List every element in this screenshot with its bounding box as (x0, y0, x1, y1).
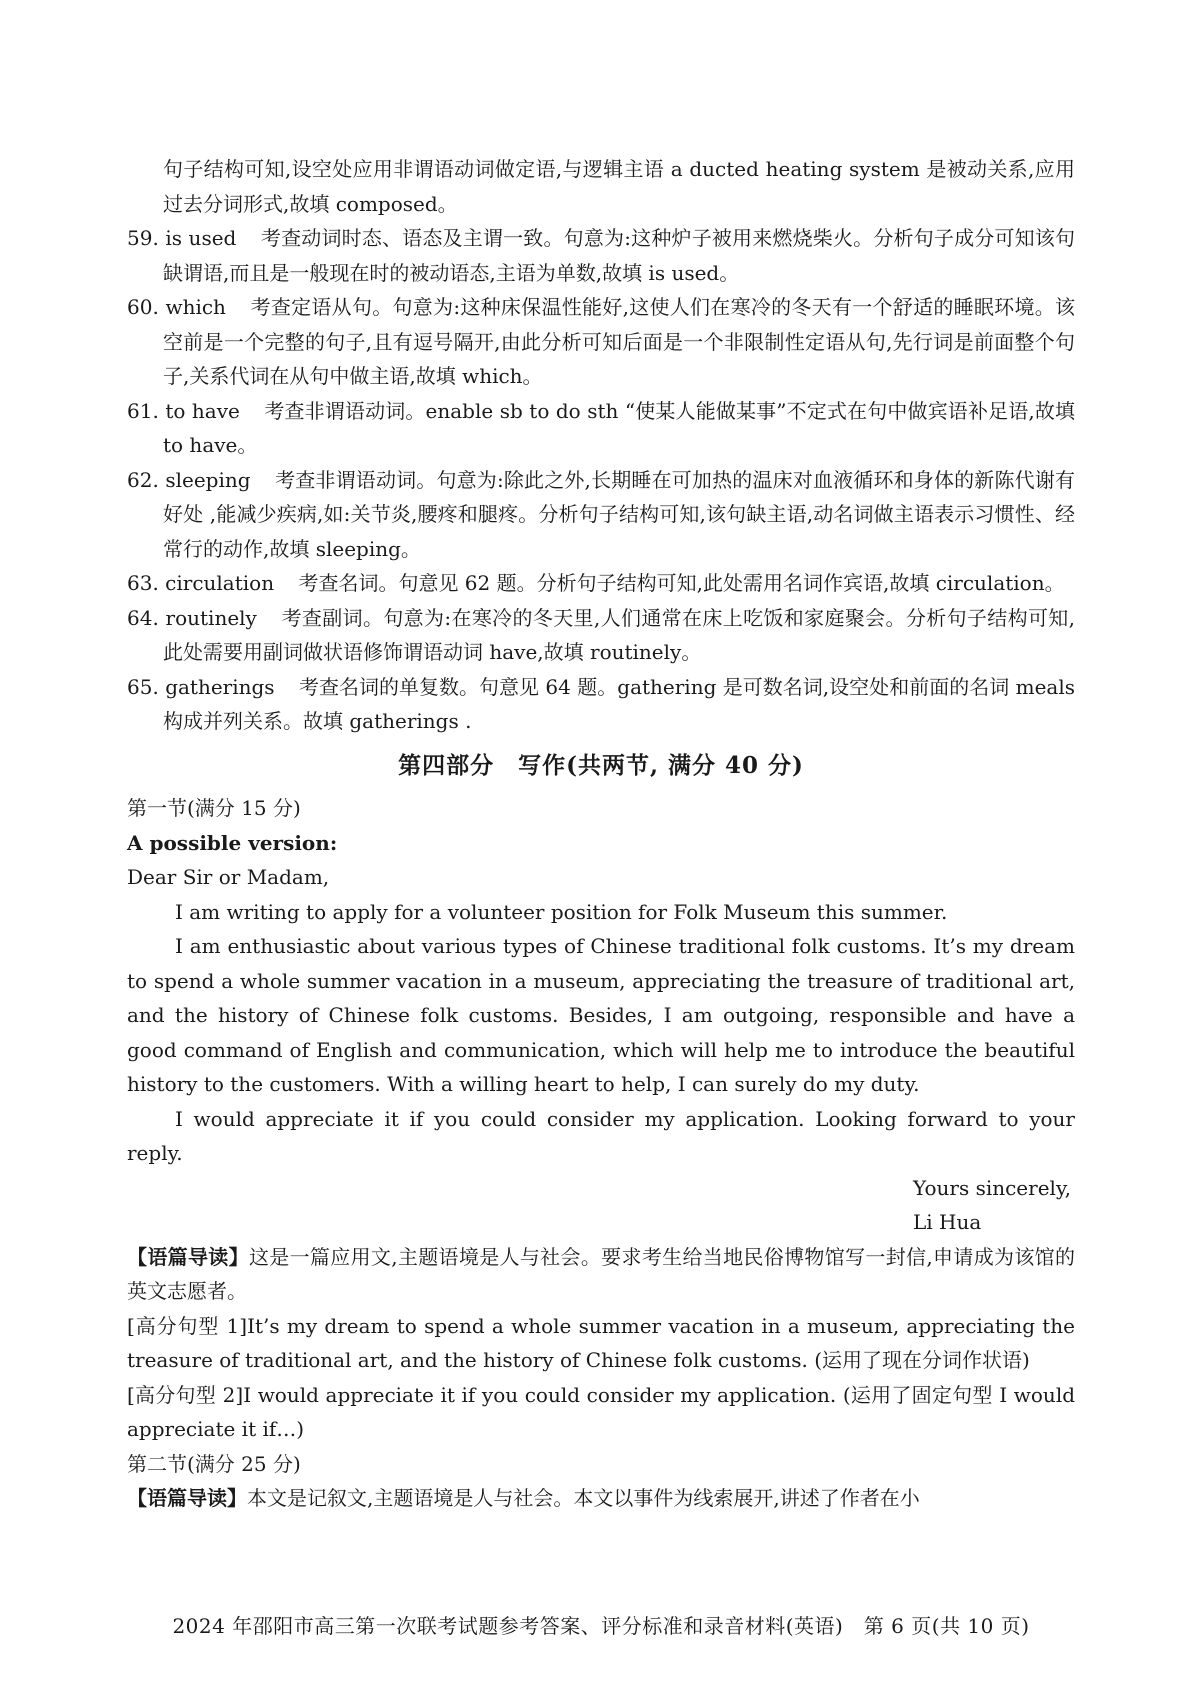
highlight-tag: [高分句型 2] (127, 1382, 244, 1407)
letter-paragraph: I am enthusiastic about various types of Chinese traditional folk customs. It’s my dream to spend a whole summer vacation in a museum, appreciating the treasure of traditional art, and the history of Chinese folk customs. Besides, I am outgoing, responsible and have a good command of English and communication, which will help me to introduce the beautiful history to the customers. With a willing heart to help, I can surely do my duty. (127, 934, 1075, 1096)
item-number: 62. (127, 467, 159, 492)
item-explanation: 考查定语从句。句意为:这种床保温性能好,这使人们在寒冷的冬天有一个舒适的睡眠环境。该空前是一个完整的句子,且有逗号隔开,由此分析可知后面是一个非限制性定语从句,先行词是前面整个句子,关系代词在从句中做主语,故填 which。 (163, 295, 1075, 388)
guide-tag: 【语篇导读】 (127, 1486, 247, 1510)
guide-paragraph (127, 1481, 1075, 1516)
item-answer: circulation (165, 571, 275, 595)
item-answer: which (165, 295, 226, 319)
item-explanation: 考查动词时态、语态及主谓一致。句意为:这种炉子被用来燃烧柴火。分析句子成分可知该句缺谓语,而且是一般现在时的被动语态,主语为单数,故填 is used。 (163, 226, 1075, 285)
letter-paragraph: I am writing to apply for a volunteer position for Folk Museum this summer. (175, 899, 948, 924)
highlight-text: I would appreciate it if you could consider my application. (运用了固定句型 I would appreciate it if…) (127, 1382, 1076, 1441)
answer-item-63 (127, 566, 1075, 601)
answer-item-65 (127, 670, 1075, 739)
answer-item-60 (127, 290, 1075, 394)
continued-explanation: 句子结构可知,设空处应用非谓语动词做定语,与逻辑主语 a ducted heating system 是被动关系,应用过去分词形式,故填 composed。 (163, 157, 1075, 216)
item-number: 63. (127, 571, 159, 595)
version-label: A possible version: (127, 830, 338, 855)
highlight-sentence (127, 1378, 1075, 1447)
letter-closing: Yours sincerely, (913, 1175, 1071, 1200)
answer-item-64 (127, 601, 1075, 670)
item-explanation: 考查名词。句意见 62 题。分析句子结构可知,此处需用名词作宾语,故填 circulation。 (298, 571, 1065, 595)
item-answer: routinely (165, 605, 257, 630)
item-answer: to have (165, 398, 240, 423)
guide-text: 本文是记叙文,主题语境是人与社会。本文以事件为线索展开,讲述了作者在小 (247, 1486, 920, 1510)
item-answer: sleeping (165, 467, 251, 492)
answer-item-61 (127, 394, 1075, 463)
item-number: 60. (127, 295, 159, 319)
item-number: 59. (127, 226, 159, 250)
item-explanation: 考查副词。句意为:在寒冷的冬天里,人们通常在床上吃饭和家庭聚会。分析句子结构可知,此处需要用副词做状语修饰谓语动词 have,故填 routinely。 (163, 605, 1076, 664)
highlight-tag: [高分句型 1] (127, 1313, 248, 1338)
letter-paragraph: I would appreciate it if you could consider my application. Looking forward to your reply. (127, 1106, 1075, 1165)
guide-tag: 【语篇导读】 (127, 1244, 249, 1269)
item-explanation: 考查名词的单复数。句意见 64 题。gathering 是可数名词,设空处和前面的名词 meals 构成并列关系。故填 gatherings . (163, 674, 1076, 733)
highlight-sentence (127, 1309, 1075, 1378)
guide-text: 这是一篇应用文,主题语境是人与社会。要求考生给当地民俗博物馆写一封信,申请成为该馆的英文志愿者。 (127, 1244, 1075, 1303)
item-number: 61. (127, 398, 159, 423)
page-footer: 2024 年邵阳市高三第一次联考试题参考答案、评分标准和录音材料(英语) 第 6 页(共 10 页) (172, 1614, 1030, 1638)
answer-item-62 (127, 463, 1075, 567)
letter-signature: Li Hua (913, 1210, 982, 1234)
item-number: 65. (127, 674, 159, 699)
item-explanation: 考查非谓语动词。enable sb to do sth “使某人能做某事”不定式在句中做宾语补足语,故填 to have。 (163, 398, 1076, 457)
guide-paragraph (127, 1240, 1075, 1309)
item-number: 64. (127, 605, 159, 630)
item-explanation: 考查非谓语动词。句意为:除此之外,长期睡在可加热的温床对血液循环和身体的新陈代谢有好处 ,能减少疾病,如:关节炎,腰疼和腿疼。分析句子结构可知,该句缺主语,动名词做主语表示习惯性、经常行的动作,故填 sleeping。 (163, 467, 1075, 561)
answer-content (127, 152, 1075, 1516)
part1-heading: 第一节(满分 15 分) (127, 796, 301, 820)
highlight-text: It’s my dream to spend a whole summer vacation in a museum, appreciating the treasure of traditional art, and the history of Chinese folk customs. (运用了现在分词作状语) (127, 1313, 1076, 1372)
letter-salutation: Dear Sir or Madam, (127, 865, 330, 889)
item-answer: gatherings (165, 674, 275, 699)
answer-item-59 (127, 221, 1075, 290)
part2-heading: 第二节(满分 25 分) (127, 1451, 301, 1476)
section-title: 第四部分 写作(共两节, 满分 40 分) (398, 751, 804, 779)
item-answer: is used (165, 226, 237, 250)
